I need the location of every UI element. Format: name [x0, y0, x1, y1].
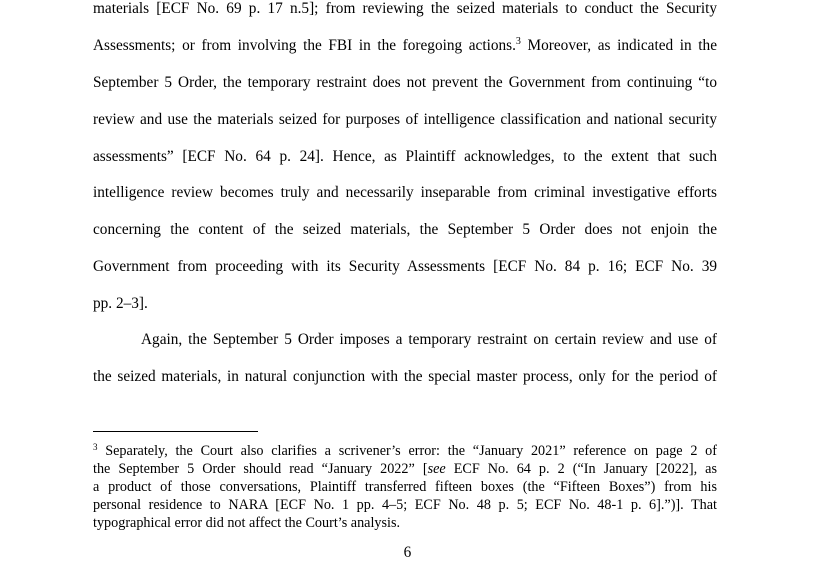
body-line-6: intelligence review becomes truly and necessarily inseparable from criminal investigative efforts — [93, 184, 717, 201]
footnote-line-2-text: the September 5 Order should read “January 2022” [ — [93, 461, 428, 477]
body-line-11: the seized materials, in natural conjunction with the special master process, only for the period of — [93, 368, 717, 385]
footnote-separator — [93, 431, 258, 432]
body-line-8: Government from proceeding with its Security Assessments [ECF No. 84 p. 16; ECF No. 39 — [93, 258, 717, 275]
body-line-9: pp. 2–3]. — [93, 295, 148, 312]
footnote-line-2 — [93, 460, 717, 478]
body-line-2-text: Assessments; or from involving the FBI in the foregoing actions. — [93, 37, 516, 54]
body-line-10: Again, the September 5 Order imposes a temporary restraint on certain review and use of — [141, 331, 717, 348]
footnote-marker: 3 — [93, 442, 98, 452]
footnote-reference: 3 — [515, 36, 521, 47]
body-line-7: concerning the content of the seized materials, the September 5 Order does not enjoin the — [93, 221, 717, 238]
footnote-line-1-text: Separately, the Court also clarifies a scrivener’s error: the “January 2021” reference on page 2 of — [97, 443, 717, 459]
body-line-5: assessments” [ECF No. 64 p. 24]. Hence, as Plaintiff acknowledges, to the extent that such — [93, 148, 717, 165]
footnote-line-3: a product of those conversations, Plaintiff transferred fifteen boxes (the “Fifteen Boxes”) from his — [93, 479, 717, 495]
body-line-4: review and use the materials seized for purposes of intelligence classification and national security — [93, 111, 717, 128]
body-line-2 — [93, 36, 717, 56]
body-line-2-text-cont: Moreover, as indicated in the — [520, 37, 717, 54]
footnote-line-2-text-cont: ECF No. 64 p. 2 (“In January [2022], as — [445, 461, 718, 477]
page-number: 6 — [403, 544, 412, 561]
body-line-3: September 5 Order, the temporary restraint does not prevent the Government from continuing “to — [93, 74, 717, 91]
footnote-line-4: personal residence to NARA [ECF No. 1 pp. 4–5; ECF No. 48 p. 5; ECF No. 48-1 p. 6].”)]. That — [93, 497, 717, 513]
footnote-line-1 — [93, 442, 717, 460]
footnote-line-5: typographical error did not affect the Court’s analysis. — [93, 515, 401, 531]
body-line-1: materials [ECF No. 69 p. 17 n.5]; from reviewing the seized materials to conduct the Security — [93, 0, 717, 17]
footnote-see-signal: see — [427, 461, 446, 477]
